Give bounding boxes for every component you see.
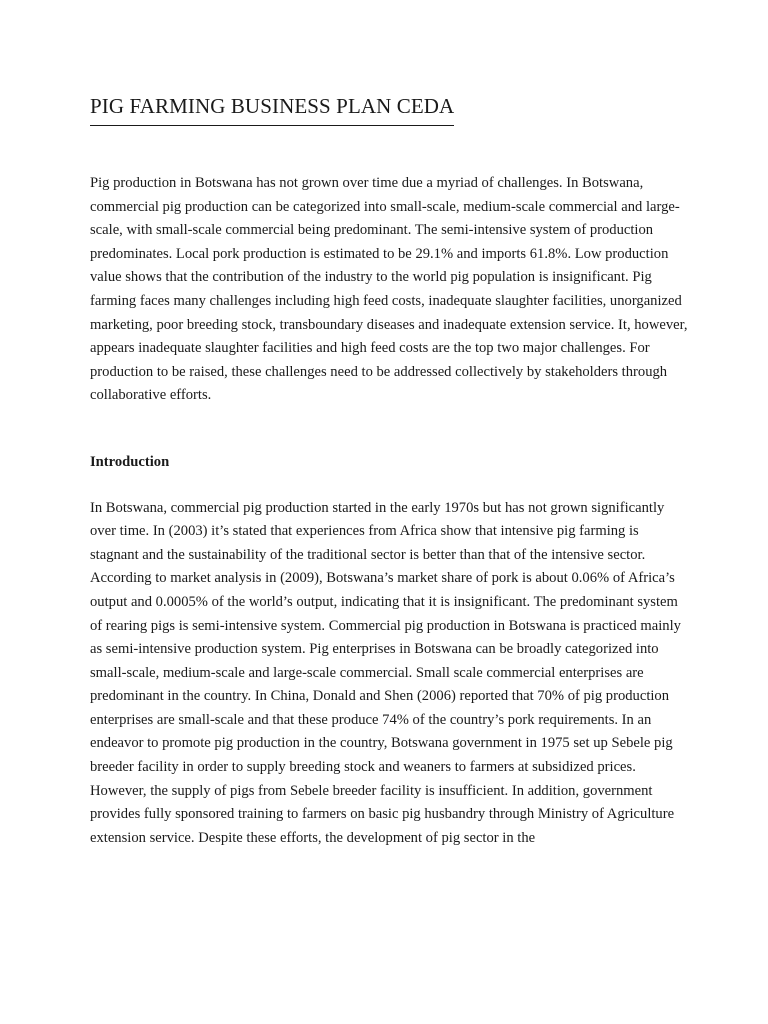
abstract-paragraph: Pig production in Botswana has not grown over time due a myriad of challenges. In Botswana, commercial pig production can be categorized into small-scale, medium-scale commercial and large-scale, with small-scale commercial being predominant. The semi-intensive system of production predominates. Local pork production is estimated to be 29.1% and imports 61.8%. Low production value shows that the contribution of the industry to the world pig population is insignificant. Pig farming faces many challenges including high feed costs, inadequate slaughter facilities, unorganized marketing, poor breeding stock, transboundary diseases and inadequate extension service. It, however, appears inadequate slaughter facilities and high feed costs are the top two major challenges. For production to be raised, these challenges need to be addressed collectively by stakeholders through collaborative efforts. xyxy=(90,175,688,404)
section-heading-introduction: Introduction xyxy=(90,453,170,470)
document-title: PIG FARMING BUSINESS PLAN CEDA xyxy=(90,94,454,126)
introduction-paragraph: In Botswana, commercial pig production started in the early 1970s but has not grown significantly over time. In (2003) it’s stated that experiences from Africa show that intensive pig farming is stagnant and the sustainability of the traditional sector is better than that of the intensive sector. According to market analysis in (2009), Botswana’s market share of pork is about 0.06% of Africa’s output and 0.0005% of the world’s output, indicating that it is insignificant. The predominant system of rearing pigs is semi-intensive system. Commercial pig production in Botswana is practiced mainly as semi-intensive production system. Pig enterprises in Botswana can be broadly categorized into small-scale, medium-scale and large-scale commercial. Small scale commercial enterprises are predominant in the country. In China, Donald and Shen (2006) reported that 70% of pig production enterprises are small-scale and that these produce 74% of the country’s pork requirements. In an endeavor to promote pig production in the country, Botswana government in 1975 set up Sebele pig breeder facility in order to supply breeding stock and weaners to farmers at subsidized prices. However, the supply of pigs from Sebele breeder facility is insufficient. In addition, government provides fully sponsored training to farmers on basic pig husbandry through Ministry of Agriculture extension service. Despite these efforts, the development of pig sector in the xyxy=(90,499,681,846)
document-page xyxy=(90,94,690,850)
